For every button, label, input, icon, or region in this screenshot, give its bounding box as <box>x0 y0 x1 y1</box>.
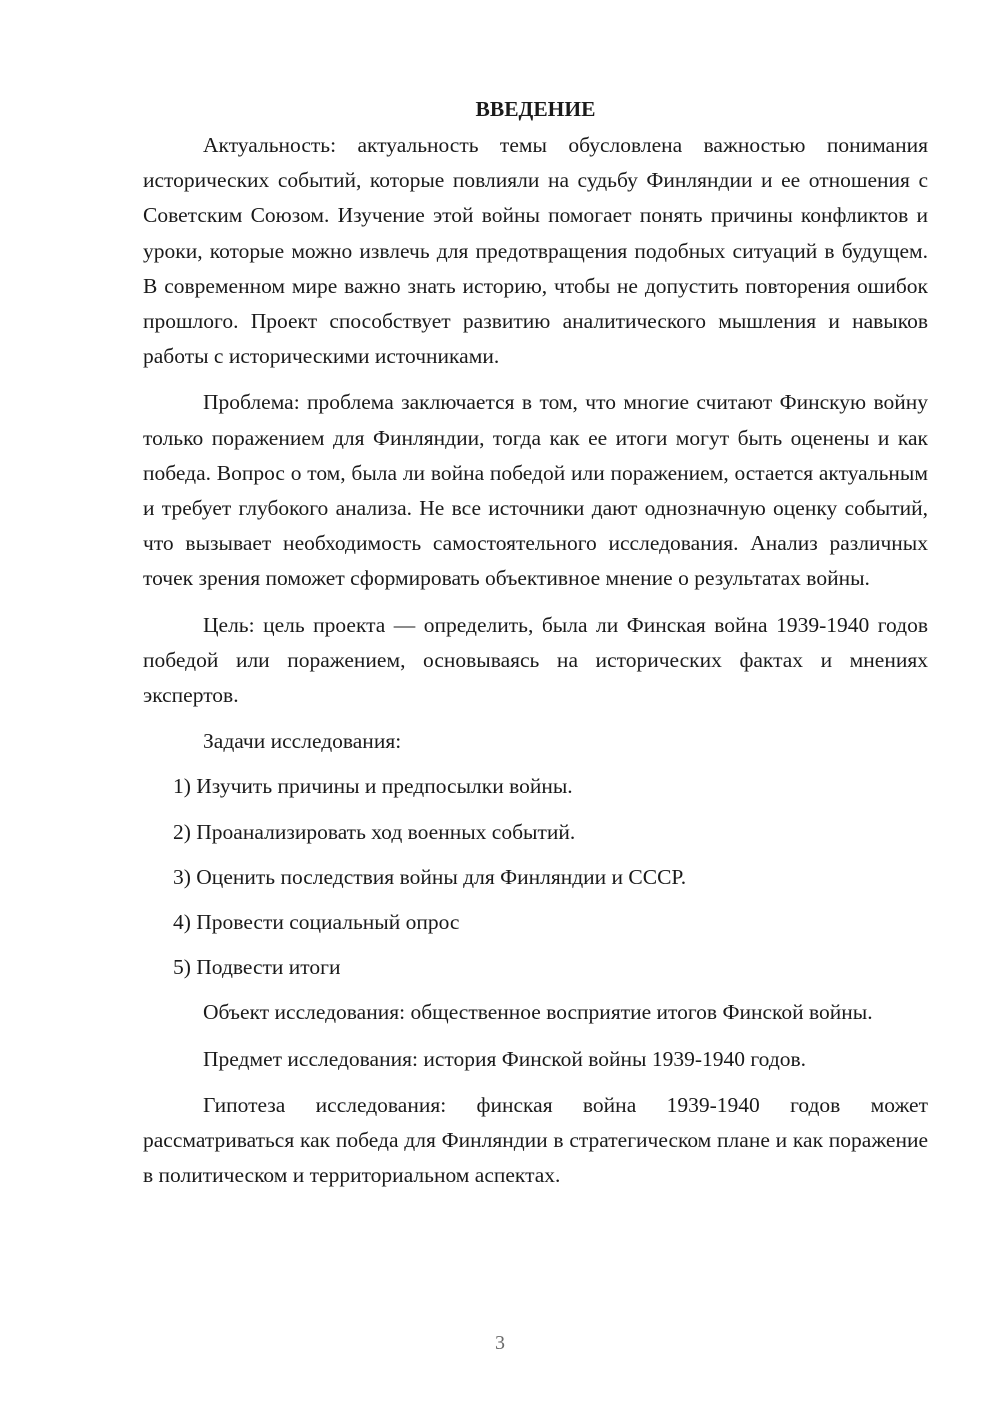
task-item: 5) Подвести итоги <box>173 955 341 980</box>
paragraph-goal: Цель: цель проекта — определить, была ли Финская война 1939-1940 годов победой или поражением, основываясь на исторических фактах и мнениях экспертов. <box>143 612 928 708</box>
tasks-title: Задачи исследования: <box>203 729 402 754</box>
paragraph-subject: Предмет исследования: история Финской войны 1939-1940 годов. <box>203 1046 807 1071</box>
task-item: 2) Проанализировать ход военных событий. <box>173 819 576 844</box>
page-content <box>143 92 928 1193</box>
task-list <box>143 769 928 985</box>
paragraph-problem: Проблема: проблема заключается в том, что многие считают Финскую войну только поражением для Финляндии, тогда как ее итоги могут быть оценены и как победа. Вопрос о том, была ли война победой или поражением, остается актуальным и требует глубокого анализа. Не все источники дают однозначную оценку событий, что вызывает необходимость самостоятельного исследования. Анализ различных точек зрения поможет сформировать объективное мнение о результатах войны. <box>143 390 928 591</box>
task-item: 4) Провести социальный опрос <box>173 910 460 935</box>
paragraph-relevance: Актуальность: актуальность темы обусловлена важностью понимания исторических событий, которые повлияли на судьбу Финляндии и ее отношения с Советским Союзом. Изучение этой войны помогает понять причины конфликтов и уроки, которые можно извлечь для предотвращения подобных ситуаций в будущем. В современном мире важно знать историю, чтобы не допустить повторения ошибок прошлого. Проект способствует развитию аналитического мышления и навыков работы с историческими источниками. <box>143 133 928 369</box>
paragraph-object: Объект исследования: общественное восприятие итогов Финской войны. <box>203 1000 873 1025</box>
page-number: 3 <box>495 1332 505 1354</box>
task-item: 3) Оценить последствия войны для Финляндии и СССР. <box>173 864 687 889</box>
section-heading: ВВЕДЕНИЕ <box>475 97 596 121</box>
task-item: 1) Изучить причины и предпосылки войны. <box>173 774 573 799</box>
paragraph-hypothesis: Гипотеза исследования: финская война 1939-1940 годов может рассматриваться как победа для Финляндии в стратегическом плане и как поражение в политическом и территориальном аспектах. <box>143 1092 928 1188</box>
